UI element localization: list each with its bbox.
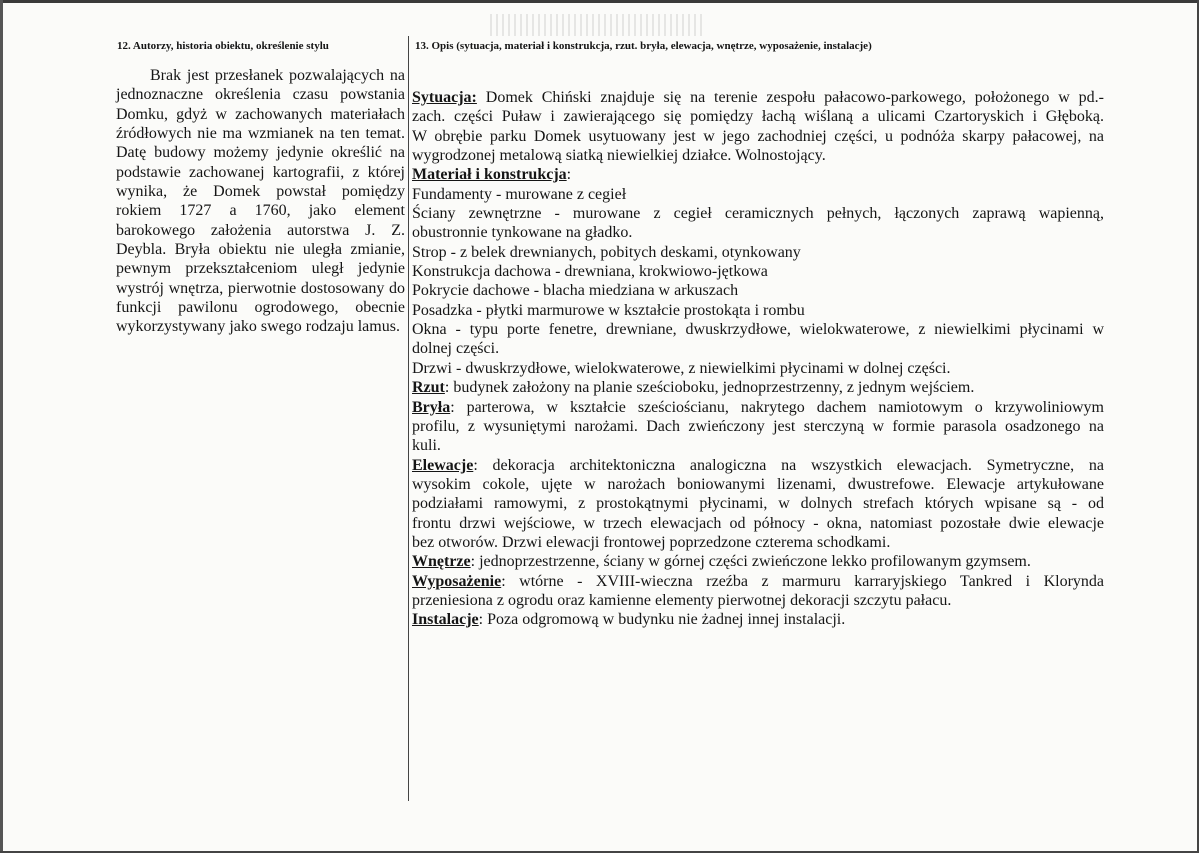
posadzka-line: Posadzka - płytki marmurowe w kształcie prostokąta i rombu <box>412 301 805 319</box>
okna-line-1: Okna - typu porte fenetre, drewniane, dwuskrzydłowe, wielokwaterowe, z niewielkimi płycinami w <box>412 321 1104 339</box>
wnetrze-text: : jednoprzestrzenne, ściany w górnej części zwieńczone lekko profilowanym gzymsem. <box>470 553 1031 571</box>
strop-line: Strop - z belek drewnianych, pobitych deskami, otynkowany <box>412 243 801 261</box>
material-heading <box>412 165 1104 184</box>
okna-line-2: dolnej części. <box>412 340 500 358</box>
material-colon: : <box>566 166 572 184</box>
elewacje-text-1: : dekoracja architektoniczna analogiczna na wszystkich elewacjach. Symetryczne, na <box>473 456 1104 474</box>
sciany-line-1: Ściany zewnętrzne - murowane z cegieł ceramicznych pełnych, łączonych zaprawą wapienną, <box>412 205 1104 223</box>
elewacje-line-5: bez otworów. Drzwi elewacji frontowej poprzedzone czterema schodkami. <box>412 533 891 551</box>
section-12-body <box>116 66 405 337</box>
rzut-label: Rzut <box>412 379 445 397</box>
rzut-text: : budynek założony na planie sześcioboku, jednoprzestrzenny, z jednym wejściem. <box>444 379 975 397</box>
wnetrze-line <box>412 552 1104 571</box>
drzwi-line: Drzwi - dwuskrzydłowe, wielokwaterowe, z niewielkimi płycinami w dolnej części. <box>412 359 951 377</box>
bryla-text-1: : parterowa, w kształcie sześciościanu, nakrytego dachem namiotowym o krzywoliniowym <box>450 398 1104 416</box>
material-label: Materiał i konstrukcja <box>412 166 567 184</box>
sytuacja-label: Sytuacja: <box>412 89 477 106</box>
instalacje-text: : Poza odgromową w budynku nie żadnej innej instalacji. <box>478 611 846 629</box>
wnetrze-label: Wnętrze <box>412 553 471 571</box>
sytuacja-line-2: zach. części Puław i zawierającego się pomiędzy łachą wiślaną a ulicami Czartoryskich i Głęboką. <box>412 108 1104 126</box>
wyposazenie-line-1 <box>412 572 1104 591</box>
elewacje-line-2: wysokim cokole, ujęte w narożach boniowanymi lizenami, dwustrefowe. Elewacje artykułowane <box>412 475 1104 493</box>
elewacje-label: Elewacje <box>412 456 474 474</box>
bryla-line-1 <box>412 398 1104 417</box>
section-12-heading: 12. Autorzy, historia obiektu, określenie stylu <box>117 40 329 52</box>
instalacje-line <box>412 610 1104 629</box>
rzut-line <box>412 378 1104 397</box>
sciany-line-2: obustronnie tynkowane na gładko. <box>412 224 633 242</box>
scan-artifact <box>490 14 705 36</box>
column-divider <box>408 36 409 801</box>
sytuacja-line-3: W obrębie parku Domek usytuowany jest w jego zachodniej części, u podnóża skarpy pałacowej, na <box>412 127 1104 145</box>
bryla-label: Bryła <box>412 398 451 416</box>
elewacje-line-1 <box>412 456 1104 475</box>
bryla-line-2: profilu, z wysuniętymi narożami. Dach zwieńczony jest sterczyną w formie parasola osadzonego na <box>412 417 1104 435</box>
elewacje-line-4: frontu drzwi wejściowe, w trzech elewacjach od północy - okna, natomiast pozostałe dwie elewacje <box>412 514 1104 532</box>
wyposazenie-line-2: przeniesiona z ogrodu oraz kamienne elementy pierwotnej dekoracji szczytu pałacu. <box>412 591 952 609</box>
bryla-line-3: kuli. <box>412 437 441 455</box>
page-edge-left <box>0 0 3 853</box>
elewacje-line-3: podziałami ramowymi, z prostokątnymi płycinami, w dolnych strefach których wpisane są - od <box>412 495 1104 513</box>
section-13-body <box>412 88 1104 630</box>
konstrukcja-dachowa-line: Konstrukcja dachowa - drewniana, krokwiowo-jętkowa <box>412 263 768 281</box>
section-12-text: Brak jest przesłanek pozwalających na jednoznaczne określenia czasu powstania Domku, gdyż w zachowanych materiałach źródłowych nie ma wzmianek na ten temat. Datę budowy możemy jedynie określić na podstawie zachowanej kartografii, z której wynika, że Domek powstał pomiędzy rokiem 1727 a 1760, jako element barokowego założenia autorstwa J. Z. Deybla. Bryła obiektu nie uległa zmianie, pewnym przekształceniom uległ jedynie wystrój wnętrza, pierwotnie dostosowany do funkcji pawilonu ogrodowego, obecnie wykorzystywany jako swego rodzaju lamus. <box>116 67 405 336</box>
page-edge-top <box>0 0 1199 3</box>
fundamenty-line: Fundamenty - murowane z cegieł <box>412 185 627 203</box>
instalacje-label: Instalacje <box>412 611 479 629</box>
section-13-heading: 13. Opis (sytuacja, materiał i konstrukcja, rzut. bryła, elewacja, wnętrze, wyposażenie, instalacje) <box>415 40 872 52</box>
wyposazenie-text-1: : wtórne - XVIII-wieczna rzeźba z marmuru karraryjskiego Tankred i Klorynda <box>501 572 1104 590</box>
sytuacja-line-4: wygrodzonej metalową siatką niewielkiej działce. Wolnostojący. <box>412 147 826 165</box>
pokrycie-dachowe-line: Pokrycie dachowe - blacha miedziana w arkuszach <box>412 282 739 300</box>
sytuacja-text-1: Domek Chiński znajduje się na terenie zespołu pałacowo-parkowego, położonego w pd.- <box>485 89 1105 106</box>
sytuacja-line-1 <box>412 88 1104 107</box>
wyposazenie-label: Wyposażenie <box>412 572 502 590</box>
